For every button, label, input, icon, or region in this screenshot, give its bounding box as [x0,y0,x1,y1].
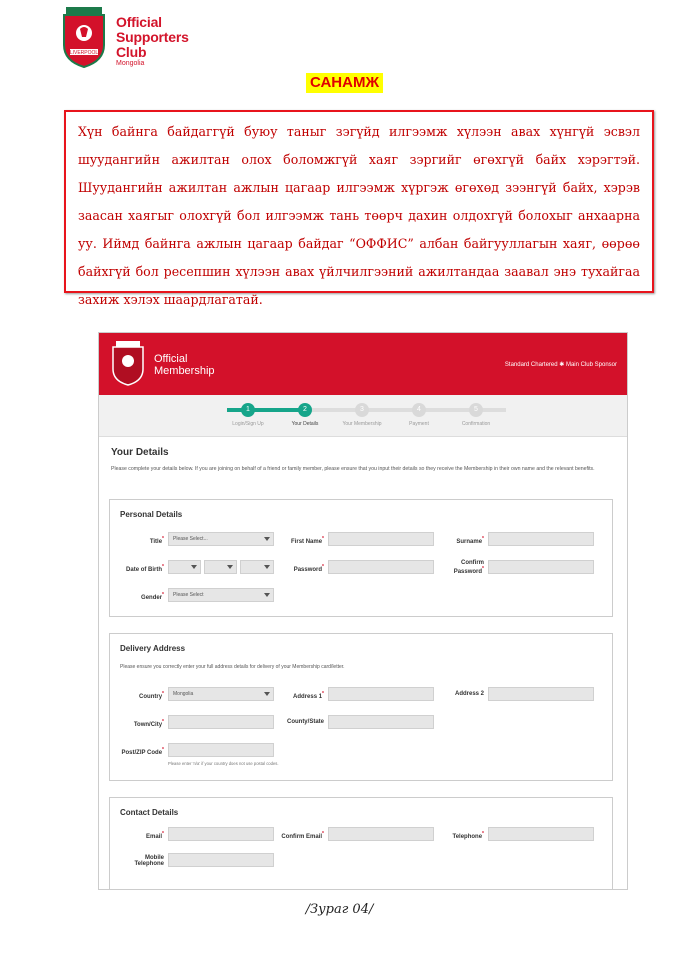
delivery-address-section [109,633,613,781]
mobile-input[interactable] [168,853,274,867]
step-2-dot[interactable]: 2 [298,403,312,417]
county-label: County/State [286,719,324,725]
your-details-desc: Please complete your details below. If you are joining on behalf of a friend or family member, please ensure that you input their details so they receive the Membership in their own name and the relevant benefits. [111,466,595,472]
telephone-input[interactable] [488,827,594,841]
password-input[interactable] [328,560,434,574]
membership-title [154,353,215,377]
logo-line-3: Club [116,44,147,60]
email-label-text: Email [146,834,163,840]
personal-details-section [109,499,613,617]
membership-form-screenshot [98,332,628,890]
first-name-label: First Name* [291,536,324,545]
delivery-address-desc: Please ensure you correctly enter your full address details for delivery of your Membership card/letter. [120,664,345,670]
step-1-dot[interactable]: 1 [241,403,255,417]
gender-select-value: Please Select [173,592,204,598]
mobile-label: Mobile Telephone [134,855,164,867]
postcode-hint: Please enter 'n/a' if your country does not use postal codes. [168,761,279,766]
step-1-label: Login/Sign Up [232,421,264,427]
chevron-down-icon [264,593,270,597]
gender-label: Gender* [141,592,164,601]
telephone-label: Telephone* [452,831,484,840]
surname-input[interactable] [488,532,594,546]
surname-label-text: Surname [456,539,483,545]
contact-details-section [109,797,613,890]
figure-caption: /Зураг 04/ [305,902,374,917]
dob-month-select[interactable] [204,560,237,574]
contact-details-title: Contact Details [120,808,179,817]
first-name-label-text: First Name [291,539,323,545]
step-5-label: Confirmation [461,421,491,427]
confirm-email-input[interactable] [328,827,434,841]
address1-label-text: Address 1 [293,694,323,700]
notice-text: Хүн байнга байдаггүй буюу таныг зэгүйд илгээмж хүлээн авах хүнгүй эсвэл шуудангийн ажилтан олох боломжгүй хаяг зэргийг өгөхгүй байх хэрэгтэй. Шуудангийн ажилтан ажлын цагаар илгээмж хүргэж өгөхөд зээнгүй байх, хэрэв заасан хаягыг олохгүй бол илгээмж тань төөрч дахин олдохгүй болохыг анхаарна уу. Иймд байнга ажлын цагаар байдаг “ОФФИС” албан байгууллагын хаяг, өөрөө байхгүй бол ресепшин хүлээн авах үйлчилгээний ажилтандаа заавал энэ тухайгаа захиж хэлэх шаардлагатай. [78,124,640,307]
postcode-input[interactable] [168,743,274,757]
gender-label-text: Gender [141,595,163,601]
step-3-label: Your Membership [342,421,382,427]
crest-text: LIVERPOOL [69,50,99,56]
title-select-value: Please Select... [173,536,208,542]
address1-label: Address 1* [293,691,324,700]
step-3-dot: 3 [355,403,369,417]
logo-title [116,15,189,60]
notice-box [64,110,654,307]
step-4-label: Payment [409,421,429,427]
county-input[interactable] [328,715,434,729]
country-label: Country* [139,691,164,700]
liverpool-crest-icon [109,339,147,387]
dob-day-select[interactable] [168,560,201,574]
confirm-email-label-text: Confirm Email [281,834,323,840]
password-label: Password* [293,564,324,573]
membership-title-line-2: Membership [154,365,215,377]
address2-label: Address 2 [454,691,484,697]
logo-subtitle: Mongolia [116,60,145,67]
town-label: Town/City* [133,719,164,728]
password-label-text: Password [293,567,323,573]
address1-input[interactable] [328,687,434,701]
step-line-done [227,408,299,412]
title-select[interactable] [168,532,274,546]
title-label: Title* [149,536,164,545]
email-label: Email* [146,831,164,840]
title-label-text: Title [149,539,163,545]
your-details-title: Your Details [111,447,169,458]
country-select-value: Mongolia [173,691,194,697]
dob-label-text: Date of Birth [126,567,163,573]
gender-select[interactable] [168,588,274,602]
step-5-dot: 5 [469,403,483,417]
chevron-down-icon [227,565,233,569]
confirm-password-input[interactable] [488,560,594,574]
email-input[interactable] [168,827,274,841]
confirm-password-label: Confirm Password* [453,560,484,575]
personal-details-title: Personal Details [120,510,183,519]
sponsor-text: Standard Chartered ✱ Main Club Sponsor [504,362,617,368]
chevron-down-icon [264,537,270,541]
address2-input[interactable] [488,687,594,701]
chevron-down-icon [264,692,270,696]
chevron-down-icon [264,565,270,569]
liverpool-crest-icon [58,5,110,69]
membership-header [99,333,627,395]
membership-title-line-1: Official [154,353,188,365]
supporters-club-logo [58,5,208,73]
surname-label: Surname* [456,536,484,545]
logo-line-2: Supporters [116,29,189,45]
logo-line-1: Official [116,14,162,30]
country-label-text: Country [139,694,163,700]
confirm-email-label: Confirm Email* [281,831,324,840]
notice-title: САНАМЖ [306,73,383,93]
delivery-address-title: Delivery Address [120,644,186,653]
progress-stepper [99,395,627,437]
postcode-label: Post/ZIP Code* [121,747,164,756]
town-input[interactable] [168,715,274,729]
town-label-text: Town/City [133,722,163,728]
confirm-password-label-text: Confirm Password [453,560,484,575]
step-2-label: Your Details [291,421,319,427]
first-name-input[interactable] [328,532,434,546]
step-4-dot: 4 [412,403,426,417]
country-select[interactable] [168,687,274,701]
dob-year-select[interactable] [240,560,274,574]
postcode-label-text: Post/ZIP Code [121,750,163,756]
dob-label: Date of Birth* [126,564,164,573]
chevron-down-icon [191,565,197,569]
telephone-label-text: Telephone [452,834,483,840]
